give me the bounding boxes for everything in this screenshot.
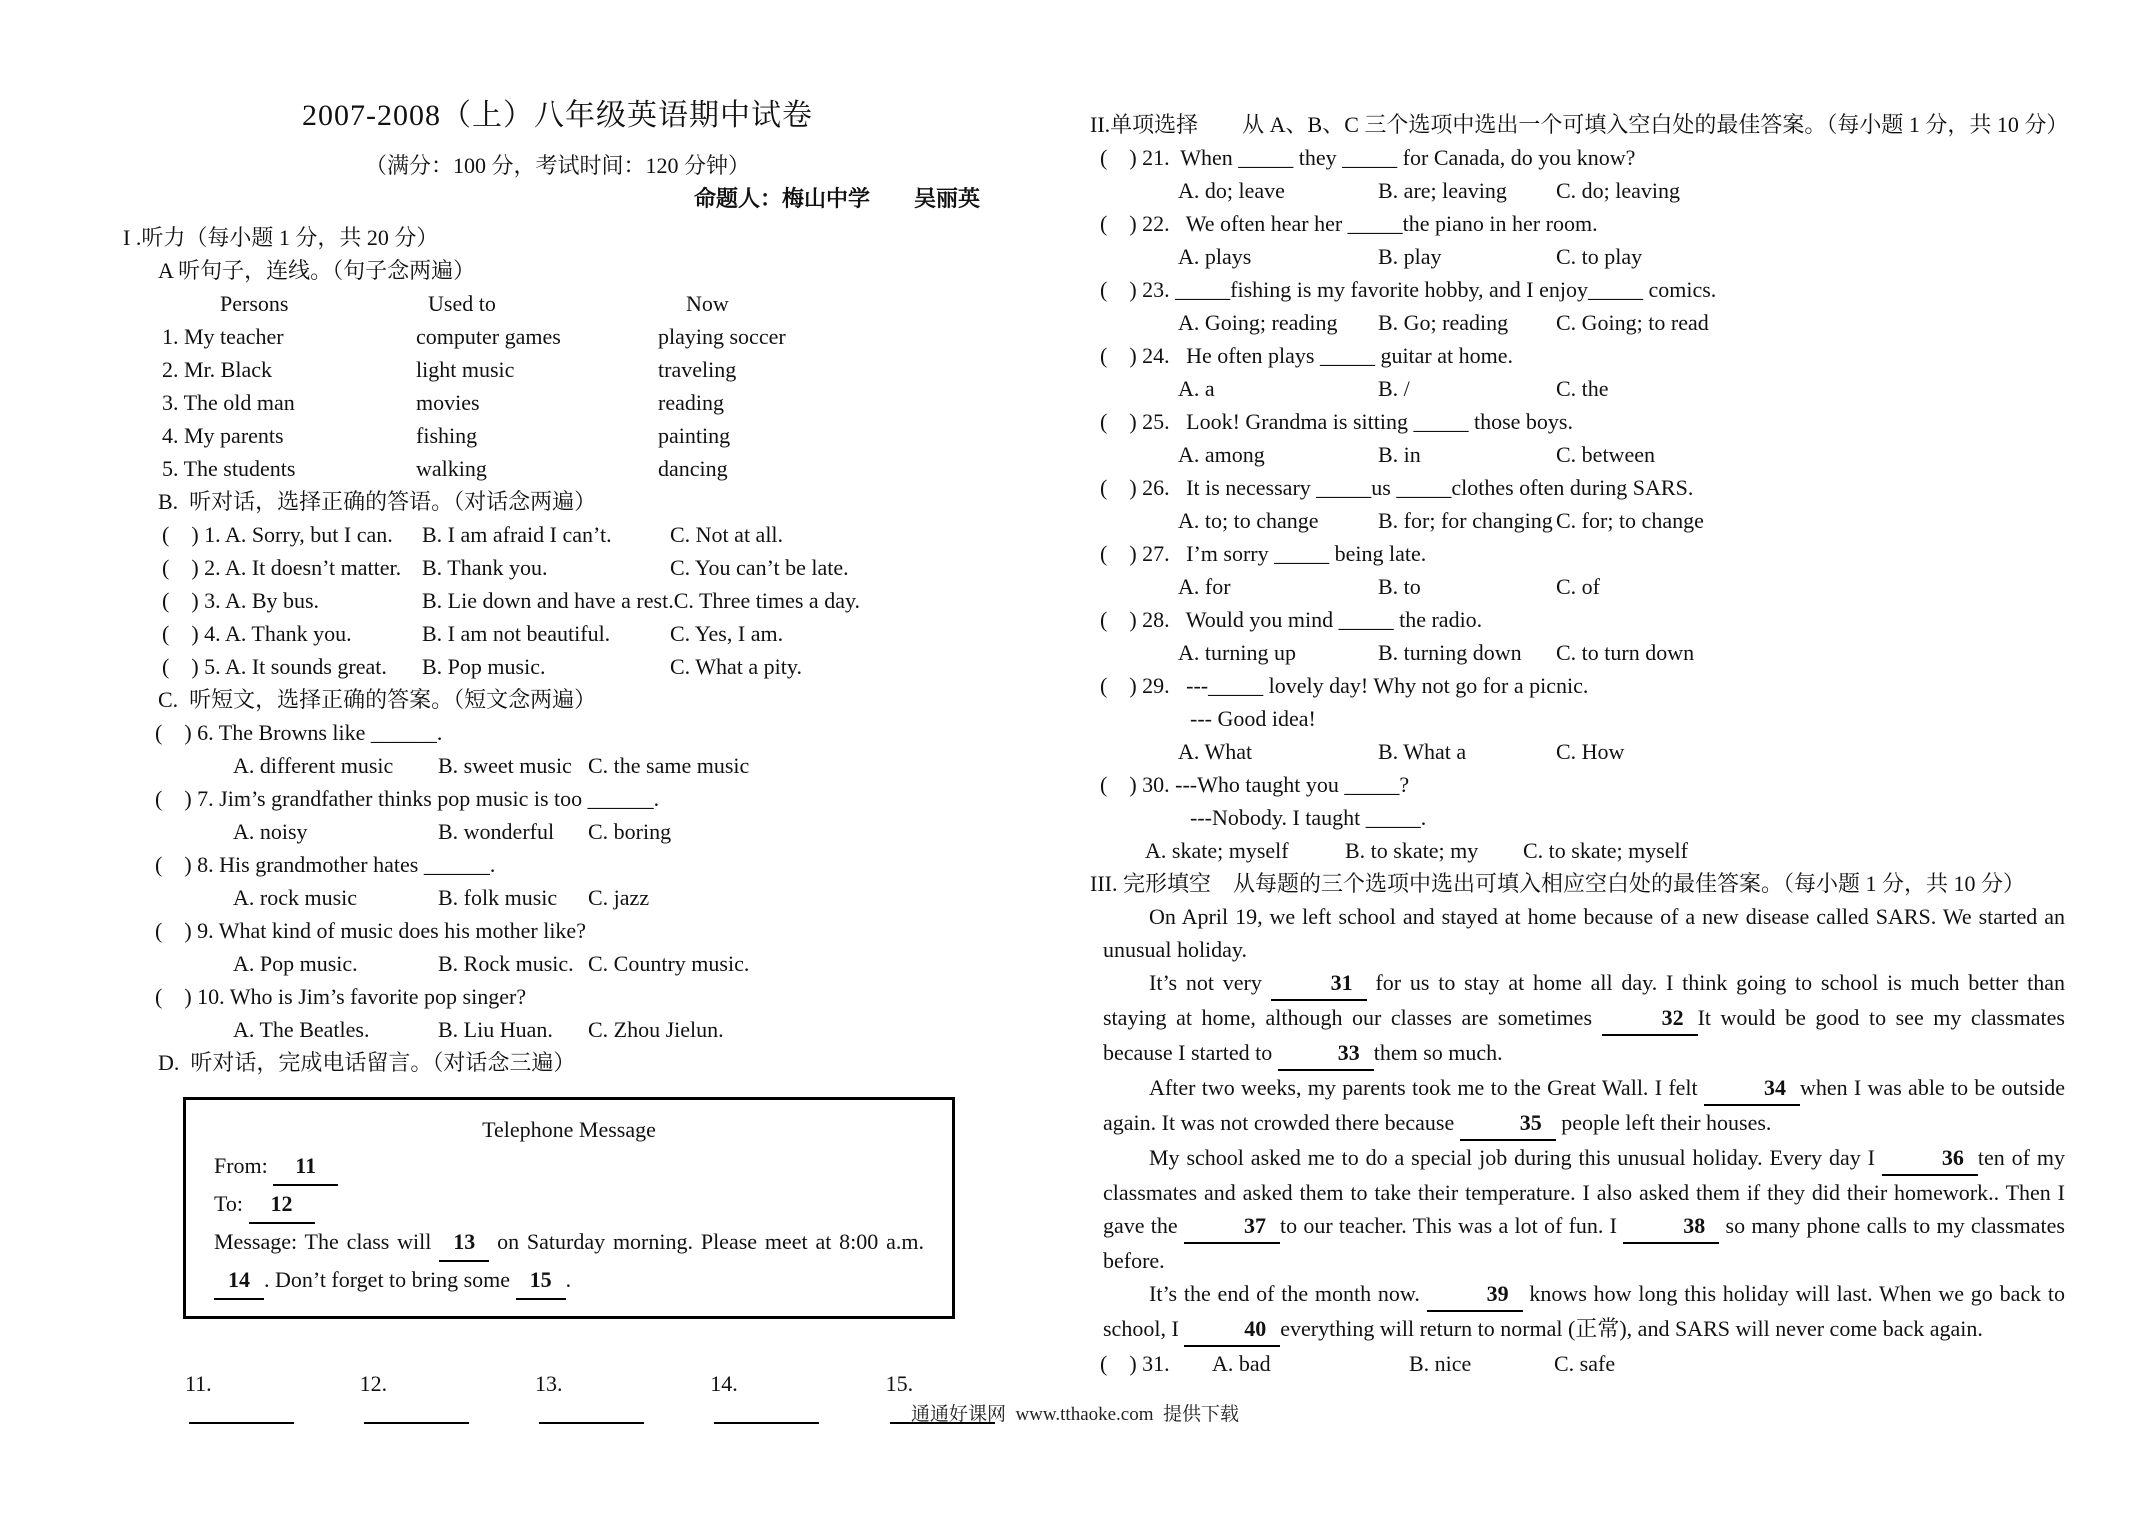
options-row-6 <box>233 749 1015 782</box>
matching-table-header-row <box>162 287 1015 320</box>
cloze-blank-38: 38 <box>1623 1209 1719 1244</box>
question-option-c: C. Not at all. <box>670 522 784 547</box>
question-stem-10: ( ) 10. Who is Jim’s favorite pop singer? <box>155 984 527 1009</box>
table-cell-person: 4. My parents <box>162 423 284 448</box>
option-a: A. turning up <box>1178 640 1296 665</box>
question-row-3 <box>162 584 1015 617</box>
option-a: A. rock music <box>233 885 358 910</box>
question-option-a: ( ) 1. A. Sorry, but I can. <box>162 522 393 547</box>
options-row-25 <box>1178 438 2065 471</box>
table-cell-person: 1. My teacher <box>162 324 284 349</box>
question-row-31 <box>1100 1347 2065 1380</box>
options-row-27 <box>1178 570 2065 603</box>
table-header-used-to: Used to <box>428 291 496 316</box>
question-option-b: B. I am not beautiful. <box>422 621 611 646</box>
options-row-22 <box>1178 240 2065 273</box>
part-b-instruction: B. 听对话，选择正确的答语。（对话念两遍） <box>158 489 597 514</box>
option-b: B. / <box>1378 376 1410 401</box>
question-option-a: ( ) 4. A. Thank you. <box>162 621 352 646</box>
question-stem-24: ( ) 24. He often plays _____ guitar at home. <box>1100 343 1514 368</box>
option-c: C. Going; to read <box>1556 310 1709 335</box>
telephone-message-title: Telephone Message <box>482 1117 656 1142</box>
cloze-blank-15: 15 <box>516 1262 566 1300</box>
part-d-instruction: D. 听对话，完成电话留言。（对话念三遍） <box>158 1050 576 1075</box>
question-stem-22: ( ) 22. We often hear her _____the piano in her room. <box>1100 211 1598 236</box>
page-title: 2007-2008（上）八年级英语期中试卷 <box>302 99 813 132</box>
options-row-7 <box>233 815 1015 848</box>
author-line: 命题人：梅山中学 吴丽英 <box>693 186 980 211</box>
table-cell-now: dancing <box>658 456 728 481</box>
cloze-blank-14: 14 <box>214 1262 264 1300</box>
option-c: C. the same music <box>588 753 750 778</box>
section-heading-cloze: III. 完形填空 从每题的三个选项中选出可填入相应空白处的最佳答案。（每小题 1 分，共 10 分） <box>1090 871 2025 896</box>
options-row-29 <box>1178 735 2065 768</box>
question-stem-7: ( ) 7. Jim’s grandfather thinks pop music is too ______. <box>155 786 660 811</box>
option-a: A. noisy <box>233 819 308 844</box>
question-option-c: C. Three times a day. <box>673 588 861 613</box>
option-c: C. boring <box>588 819 672 844</box>
cloze-paragraph-2: It’s not very 31 for us to stay at home all day. I think going to school is much better than staying at home, although our classes are sometimes 32 It would be good to see my classmates because I started to 33 them so much. <box>1103 966 2065 1071</box>
part-a-instruction: A 听句子，连线。（句子念两遍） <box>158 258 476 283</box>
option-c: C. for; to change <box>1556 508 1704 533</box>
cloze-blank-40: 40 <box>1184 1312 1280 1347</box>
question-stem-23: ( ) 23. _____fishing is my favorite hobby, and I enjoy_____ comics. <box>1100 277 1717 302</box>
options-row-8 <box>233 881 1015 914</box>
option-a: A. different music <box>233 753 394 778</box>
option-a: A. Pop music. <box>233 951 358 976</box>
table-cell-person: 2. Mr. Black <box>162 357 272 382</box>
question-subline-29: --- Good idea! <box>1190 706 1316 731</box>
cloze-blank-31: 31 <box>1271 966 1367 1001</box>
option-b: B. Liu Huan. <box>438 1017 553 1042</box>
right-column <box>1090 108 2071 1380</box>
options-row-26 <box>1178 504 2065 537</box>
telephone-message-from-line <box>214 1148 924 1186</box>
option-a: A. Going; reading <box>1178 310 1338 335</box>
question-stem-21: ( ) 21. When _____ they _____ for Canada, do you know? <box>1100 145 1636 170</box>
question-stem-27: ( ) 27. I’m sorry _____ being late. <box>1100 541 1427 566</box>
table-header-persons: Persons <box>220 291 289 316</box>
option-b: B. to skate; my <box>1345 838 1479 863</box>
option-c: C. to skate; myself <box>1523 838 1688 863</box>
matching-table <box>162 287 1015 485</box>
question-subline-30: ---Nobody. I taught _____. <box>1190 805 1427 830</box>
table-header-now: Now <box>686 291 729 316</box>
question-option-c: C. You can’t be late. <box>670 555 849 580</box>
table-cell-person: 5. The students <box>162 456 296 481</box>
option-a: A. The Beatles. <box>233 1017 370 1042</box>
option-b: B. for; for changing <box>1378 508 1553 533</box>
blank-11: 11 <box>273 1148 338 1186</box>
option-b: B. play <box>1378 244 1442 269</box>
cloze-paragraph-4: My school asked me to do a special job during this unusual holiday. Every day I 36 ten of my classmates and asked them to take their temperature. I also asked them if they did their homework.. Then I gave the 37 to our teacher. This was a lot of fun. I 38 so many phone calls to my classmates before. <box>1103 1141 2065 1277</box>
cloze-paragraph-5: It’s the end of the month now. 39 knows how long this holiday will last. When we go back to school, I 40 everything will return to normal (正常), and SARS will never come back again. <box>1103 1277 2065 1347</box>
exam-subtitle: （满分：100 分，考试时间：120 分钟） <box>364 153 750 178</box>
question-option-a: ( ) 5. A. It sounds great. <box>162 654 387 679</box>
option-b: B. What a <box>1378 739 1467 764</box>
question-option-a: ( ) 3. A. By bus. <box>162 588 320 613</box>
table-cell-used-to: walking <box>416 456 487 481</box>
table-cell-now: reading <box>658 390 724 415</box>
option-b: B. Rock music. <box>438 951 574 976</box>
cloze-blank-32: 32 <box>1602 1001 1698 1036</box>
options-row-28 <box>1178 636 2065 669</box>
section-heading-listening: I .听力（每小题 1 分，共 20 分） <box>123 225 439 250</box>
cloze-paragraph-3: After two weeks, my parents took me to the Great Wall. I felt 34 when I was able to be outside again. It was not crowded there because 35 people left their houses. <box>1103 1071 2065 1141</box>
question-stem-30: ( ) 30. ---Who taught you _____? <box>1100 772 1410 797</box>
option-a: A. bad <box>1212 1351 1271 1376</box>
option-a: A. do; leave <box>1178 178 1285 203</box>
telephone-message-to-line <box>214 1186 924 1224</box>
answer-number: 15. <box>885 1371 914 1396</box>
question-option-c: C. What a pity. <box>670 654 802 679</box>
options-row-30 <box>1145 834 2065 867</box>
telephone-message-body: Message: The class will 13 on Saturday morning. Please meet at 8:00 a.m. 14 . Don’t forget to bring some 15 . <box>214 1224 924 1300</box>
option-a: A. plays <box>1178 244 1252 269</box>
question-option-a: ( ) 2. A. It doesn’t matter. <box>162 555 402 580</box>
footer-text: 通通好课网 www.tthaoke.com 提供下载 <box>910 1404 1240 1425</box>
from-label: From: <box>214 1153 268 1178</box>
section-heading-choice: II.单项选择 从 A、B、C 三个选项中选出一个可填入空白处的最佳答案。（每小题 1 分，共 10 分） <box>1090 112 2069 137</box>
table-row <box>162 320 1015 353</box>
table-cell-person: 3. The old man <box>162 390 295 415</box>
blank-12: 12 <box>249 1186 315 1224</box>
cloze-blank-33: 33 <box>1278 1036 1374 1071</box>
cloze-blank-34: 34 <box>1704 1071 1800 1106</box>
option-a: A. among <box>1178 442 1265 467</box>
question-stem-28: ( ) 28. Would you mind _____ the radio. <box>1100 607 1483 632</box>
cloze-paragraph-1: On April 19, we left school and stayed at home because of a new disease called SARS. We started an unusual holiday. <box>1103 904 2071 962</box>
option-c: C. to play <box>1556 244 1643 269</box>
table-row <box>162 452 1015 485</box>
option-c: C. How <box>1556 739 1625 764</box>
table-cell-used-to: light music <box>416 357 515 382</box>
cloze-blank-35: 35 <box>1460 1106 1556 1141</box>
question-option-c: C. Yes, I am. <box>670 621 784 646</box>
option-b: B. are; leaving <box>1378 178 1507 203</box>
options-row-9 <box>233 947 1015 980</box>
question-stem-8: ( ) 8. His grandmother hates ______. <box>155 852 496 877</box>
question-row-2 <box>162 551 1015 584</box>
table-cell-now: painting <box>658 423 731 448</box>
to-label: To: <box>214 1191 244 1216</box>
table-row <box>162 419 1015 452</box>
cloze-blank-37: 37 <box>1184 1209 1280 1244</box>
option-b: B. wonderful <box>438 819 555 844</box>
answer-number: 14. <box>710 1371 738 1396</box>
options-row-23 <box>1178 306 2065 339</box>
option-c: C. to turn down <box>1556 640 1695 665</box>
question-option-b: B. I am afraid I can’t. <box>422 522 612 547</box>
options-row-10 <box>233 1013 1015 1046</box>
option-c: C. Zhou Jielun. <box>588 1017 724 1042</box>
question-option-b: B. Lie down and have a rest. <box>422 588 674 613</box>
option-a: A. a <box>1178 376 1215 401</box>
option-b: B. to <box>1378 574 1421 599</box>
option-b: B. folk music <box>438 885 558 910</box>
option-b: B. turning down <box>1378 640 1522 665</box>
question-stem-25: ( ) 25. Look! Grandma is sitting _____ those boys. <box>1100 409 1573 434</box>
option-a: A. for <box>1178 574 1231 599</box>
options-row-24 <box>1178 372 2065 405</box>
cloze-blank-36: 36 <box>1882 1141 1978 1176</box>
table-row <box>162 386 1015 419</box>
cloze-blank-39: 39 <box>1427 1277 1523 1312</box>
question-stem-9: ( ) 9. What kind of music does his mother like? <box>155 918 586 943</box>
table-row <box>162 353 1015 386</box>
answer-number: 11. <box>185 1371 212 1396</box>
answer-number: 13. <box>534 1371 563 1396</box>
table-cell-now: playing soccer <box>658 324 786 349</box>
part-c-instruction: C. 听短文，选择正确的答案。（短文念两遍） <box>158 687 597 712</box>
question-stem-6: ( ) 6. The Browns like ______. <box>155 720 443 745</box>
table-cell-used-to: movies <box>416 390 480 415</box>
option-a: A. to; to change <box>1178 508 1319 533</box>
option-c: C. do; leaving <box>1556 178 1681 203</box>
option-c: C. of <box>1556 574 1600 599</box>
table-cell-now: traveling <box>658 357 737 382</box>
telephone-message-box <box>183 1097 955 1319</box>
option-c: C. safe <box>1554 1351 1616 1376</box>
option-a: A. What <box>1178 739 1253 764</box>
option-b: B. nice <box>1409 1351 1472 1376</box>
option-b: B. sweet music <box>438 753 572 778</box>
options-row-21 <box>1178 174 2065 207</box>
option-c: C. the <box>1556 376 1609 401</box>
question-row-1 <box>162 518 1015 551</box>
question-stem-29: ( ) 29. ---_____ lovely day! Why not go for a picnic. <box>1100 673 1589 698</box>
option-b: B. in <box>1378 442 1421 467</box>
option-a: A. skate; myself <box>1145 838 1289 863</box>
answer-number: 12. <box>359 1371 388 1396</box>
table-cell-used-to: fishing <box>416 423 478 448</box>
left-column <box>100 95 1015 1433</box>
option-b: B. Go; reading <box>1378 310 1509 335</box>
question-number: ( ) 31. <box>1100 1351 1170 1376</box>
question-option-b: B. Pop music. <box>422 654 546 679</box>
question-option-b: B. Thank you. <box>422 555 548 580</box>
question-stem-26: ( ) 26. It is necessary _____us _____clothes often during SARS. <box>1100 475 1694 500</box>
option-c: C. between <box>1556 442 1655 467</box>
option-c: C. Country music. <box>588 951 750 976</box>
question-row-4 <box>162 617 1015 650</box>
cloze-blank-13: 13 <box>439 1224 489 1262</box>
question-row-5 <box>162 650 1015 683</box>
option-c: C. jazz <box>588 885 650 910</box>
table-cell-used-to: computer games <box>416 324 561 349</box>
